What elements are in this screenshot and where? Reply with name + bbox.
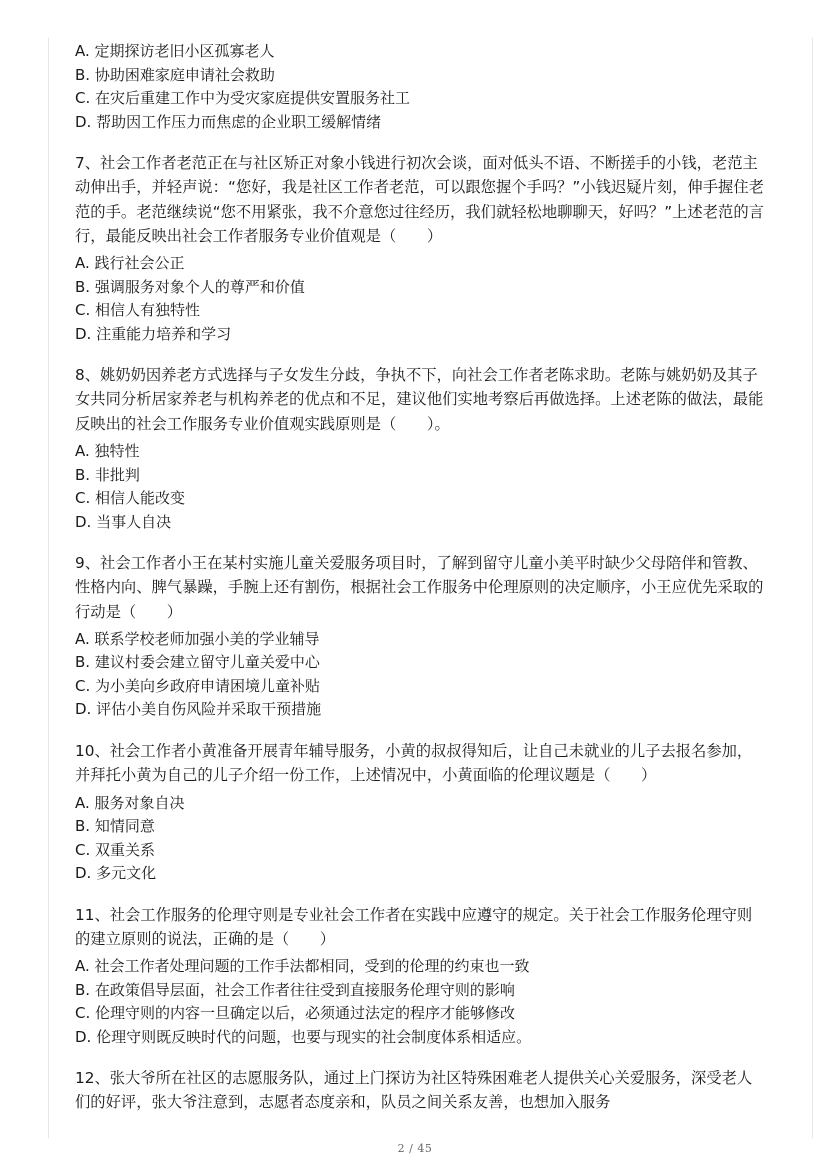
question-7 <box>75 151 765 346</box>
question-6-options <box>75 40 765 134</box>
question-stem: 7、社会工作者老范正在与社区矫正对象小钱进行初次会谈，面对低头不语、不断搓手的小钱，老范主动伸出手，并轻声说：“您好，我是社区工作者老范，可以跟您握个手吗？”小钱迟疑片刻，伸手握住老范的手。老范继续说“您不用紧张，我不介意您过往经历，我们就轻松地聊聊天，好吗？”上述老范的言行，最能反映出社会工作者服务专业价值观是（ ） <box>75 154 764 245</box>
option-b: B. 知情同意 <box>75 817 155 836</box>
option-d: D. 当事人自决 <box>75 512 172 531</box>
question-11 <box>75 903 765 1050</box>
option-a: A. 践行社会公正 <box>75 254 185 273</box>
question-9 <box>75 551 765 722</box>
question-10 <box>75 739 765 886</box>
option-b: B. 建议村委会建立留守儿童关爱中心 <box>75 653 320 672</box>
question-8 <box>75 363 765 534</box>
option-c: C. 双重关系 <box>75 840 156 859</box>
page-left-edge <box>48 38 49 1138</box>
question-stem: 11、社会工作服务的伦理守则是专业社会工作者在实践中应遵守的规定。关于社会工作服务伦理守则的建立原则的说法，正确的是（ ） <box>75 905 753 948</box>
option-c: C. 在灾后重建工作中为受灾家庭提供安置服务社工 <box>75 89 411 107</box>
option-d: D. 帮助因工作压力而焦虑的企业职工缓解情绪 <box>75 112 382 131</box>
option-a: A. 定期探访老旧小区孤寡老人 <box>75 42 275 60</box>
question-stem: 8、姚奶奶因养老方式选择与子女发生分歧，争执不下，向社会工作者老陈求助。老陈与姚奶奶及其子女共同分析居家养老与机构养老的优点和不足，建议他们实地考察后再做选择。上述老陈的做法，最能反映出的社会工作服务专业价值观实践原则是（ ）。 <box>75 366 764 433</box>
option-b: B. 强调服务对象个人的尊严和价值 <box>75 277 305 296</box>
option-b: B. 在政策倡导层面，社会工作者往往受到直接服务伦理守则的影响 <box>75 980 515 999</box>
option-a: A. 服务对象自决 <box>75 793 185 812</box>
option-a: A. 独特性 <box>75 442 140 461</box>
option-c: C. 相信人有独特性 <box>75 301 201 320</box>
page-content <box>75 40 765 1119</box>
option-d: D. 多元文化 <box>75 864 157 883</box>
option-d: D. 注重能力培养和学习 <box>75 324 232 343</box>
page-number: 2 / 45 <box>397 1142 433 1155</box>
option-a: A. 社会工作者处理问题的工作手法都相同，受到的伦理的约束也一致 <box>75 957 530 976</box>
question-stem: 12、张大爷所在社区的志愿服务队，通过上门探访为社区特殊困难老人提供关心关爱服务，深受老人们的好评，张大爷注意到，志愿者态度亲和，队员之间关系友善，也想加入服务 <box>75 1069 753 1112</box>
option-a: A. 联系学校老师加强小美的学业辅导 <box>75 629 320 648</box>
option-d: D. 评估小美自伤风险并采取干预措施 <box>75 700 322 719</box>
question-stem: 9、社会工作者小王在某村实施儿童关爱服务项目时，了解到留守儿童小美平时缺少父母陪伴和管教、性格内向、脾气暴躁，手腕上还有割伤，根据社会工作服务中伦理原则的决定顺序，小王应优先采取的行动是（ ） <box>75 554 764 621</box>
question-12 <box>75 1066 765 1115</box>
page-right-edge <box>812 38 813 1138</box>
option-c: C. 为小美向乡政府申请困境儿童补贴 <box>75 676 321 695</box>
option-b: B. 非批判 <box>75 465 140 484</box>
question-stem: 10、社会工作者小黄准备开展青年辅导服务，小黄的叔叔得知后，让自己未就业的儿子去报名参加，并拜托小黄为自己的儿子介绍一份工作，上述情况中，小黄面临的伦理议题是（ ） <box>75 741 753 785</box>
option-c: C. 相信人能改变 <box>75 489 186 508</box>
option-c: C. 伦理守则的内容一旦确定以后，必须通过法定的程序才能够修改 <box>75 1004 516 1023</box>
option-b: B. 协助困难家庭申请社会救助 <box>75 65 275 84</box>
option-d: D. 伦理守则既反映时代的问题，也要与现实的社会制度体系相适应。 <box>75 1027 532 1046</box>
